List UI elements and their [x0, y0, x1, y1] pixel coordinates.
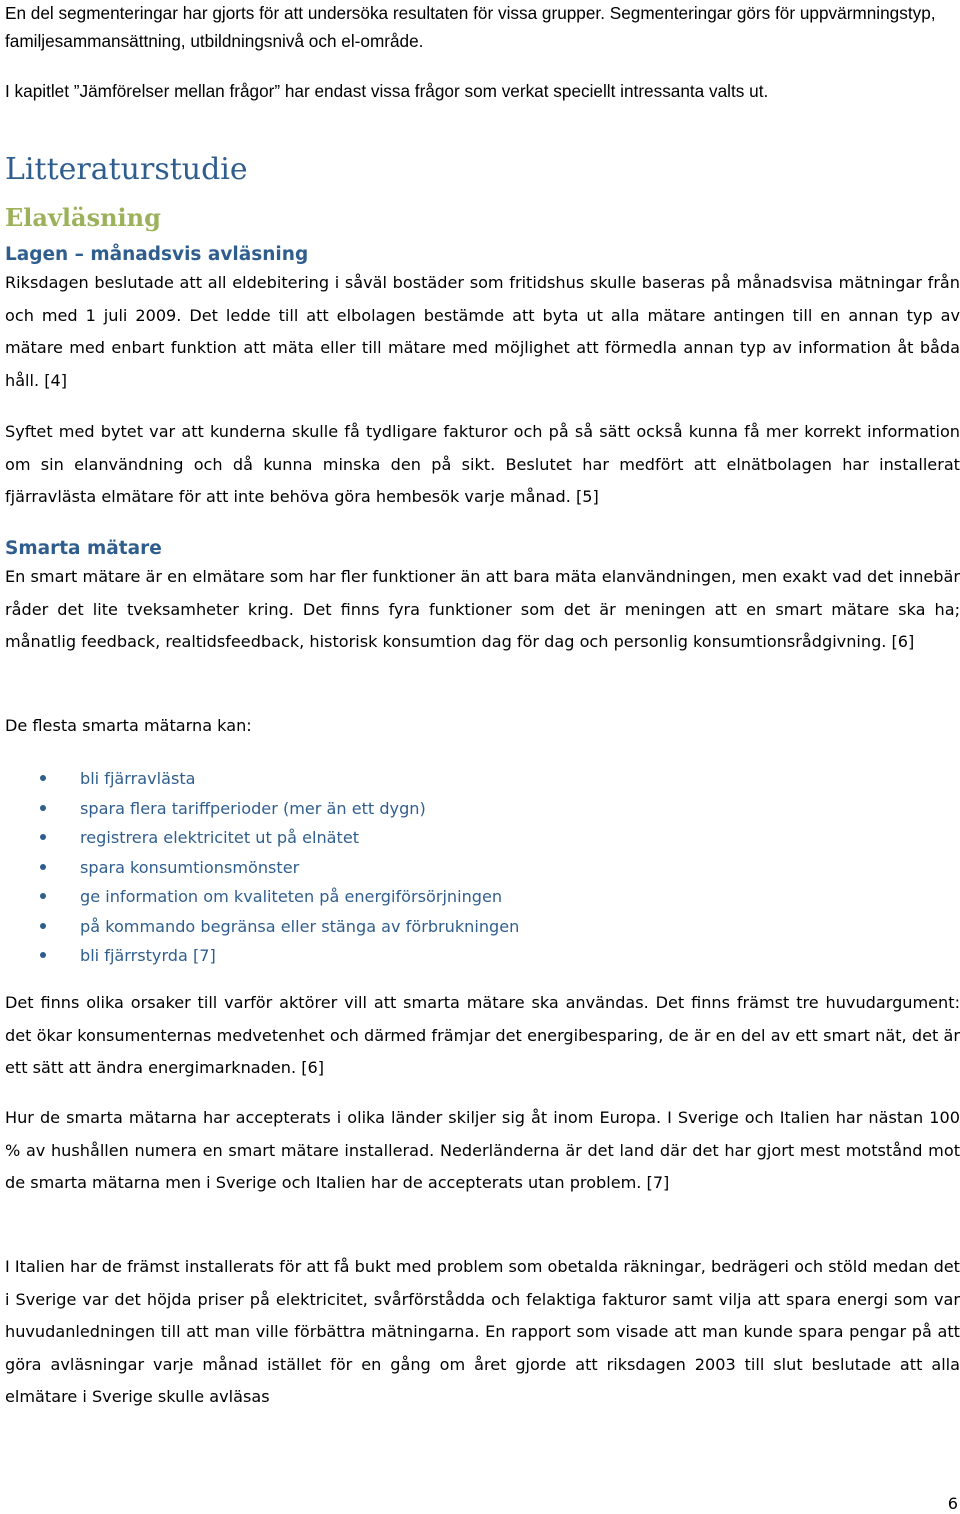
intro-paragraph-1: En del segmenteringar har gjorts för att undersöka resultaten för vissa grupper. Segmenteringar görs för uppvärmningstyp, familjesammansättning, utbildningsnivå och el-område.	[5, 3, 936, 51]
list-item: på kommando begränsa eller stänga av förbrukningen	[0, 912, 960, 942]
list-item: bli fjärravlästa	[0, 764, 960, 794]
heading-lagen: Lagen – månadsvis avläsning	[5, 244, 309, 265]
list-intro: De flesta smarta mätarna kan:	[5, 716, 252, 735]
heading-elavlasning: Elavläsning	[5, 203, 161, 232]
bullet-icon	[40, 775, 46, 781]
bullet-icon	[40, 952, 46, 958]
lagen-paragraph-1: Riksdagen beslutade att all eldebitering i såväl bostäder som fritidshus skulle baseras på månadsvisa mätningar från och med 1 juli 2009. Det ledde till att elbolagen bestämde att byta ut alla mätare antingen till en annan typ av mätare med enbart funktion att mäta eller till mätare med möjlighet att förmedla annan typ av information åt båda håll. [4]	[5, 273, 960, 390]
bullet-icon	[40, 923, 46, 929]
lagen-paragraph-2: Syftet med bytet var att kunderna skulle få tydligare fakturor och på så sätt också kunna få mer korrekt information om sin elanvändning och då kunna minska den på sikt. Beslutet har medfört att elnätbolagen har installerat fjärravlästa elmätare för att inte behöva göra hembesök varje månad. [5]	[5, 422, 960, 506]
smarta-paragraph-1: En smart mätare är en elmätare som har fler funktioner än att bara mäta elanvändningen, men exakt vad det innebär råder det lite tveksamheter kring. Det finns fyra funktioner som det är meningen att en smart mätare ska ha; månatlig feedback, realtidsfeedback, historisk konsumtion dag för dag och personlig konsumtionsrådgivning. [6]	[5, 567, 960, 651]
bullet-icon	[40, 893, 46, 899]
heading-litteraturstudie: Litteraturstudie	[5, 152, 248, 187]
bullet-icon	[40, 834, 46, 840]
bullet-icon	[40, 805, 46, 811]
smarta-paragraph-2: Det finns olika orsaker till varför aktörer vill att smarta mätare ska användas. Det finns främst tre huvudargument: det ökar konsumenternas medvetenhet och därmed främjar det energibesparing, de är en del av ett smart nät, det är ett sätt att ändra energimarknaden. [6]	[5, 993, 960, 1077]
smart-meter-capabilities-list	[0, 764, 960, 971]
list-item: registrera elektricitet ut på elnätet	[0, 823, 960, 853]
bullet-icon	[40, 864, 46, 870]
smarta-paragraph-4: I Italien har de främst installerats för att få bukt med problem som obetalda räkningar, bedrägeri och stöld medan det i Sverige var det höjda priser på elektricitet, svårförstådda och felaktiga fakturor samt vilja att spara energi som var huvudanledningen till att man ville förbättra mätningarna. En rapport som visade att man kunde spara pengar på att göra avläsningar varje månad istället för en gång om året gjorde att riksdagen 2003 till slut beslutade att alla elmätare i Sverige skulle avläsas	[5, 1257, 960, 1406]
list-item: spara konsumtionsmönster	[0, 853, 960, 883]
list-item: ge information om kvaliteten på energiförsörjningen	[0, 882, 960, 912]
list-item: bli fjärrstyrda [7]	[0, 941, 960, 971]
intro-paragraph-2: I kapitlet ”Jämförelser mellan frågor” har endast vissa frågor som verkat speciellt intressanta valts ut.	[5, 81, 769, 101]
smarta-paragraph-3: Hur de smarta mätarna har accepterats i olika länder skiljer sig åt inom Europa. I Sverige och Italien har nästan 100 % av hushållen numera en smart mätare installerad. Nederländerna är det land där det har gjort mest motstånd mot de smarta mätarna men i Sverige och Italien har de accepterats utan problem. [7]	[5, 1108, 960, 1192]
heading-smarta-matare: Smarta mätare	[5, 538, 162, 559]
list-item: spara flera tariffperioder (mer än ett dygn)	[0, 794, 960, 824]
page-number: 6	[947, 1494, 958, 1513]
